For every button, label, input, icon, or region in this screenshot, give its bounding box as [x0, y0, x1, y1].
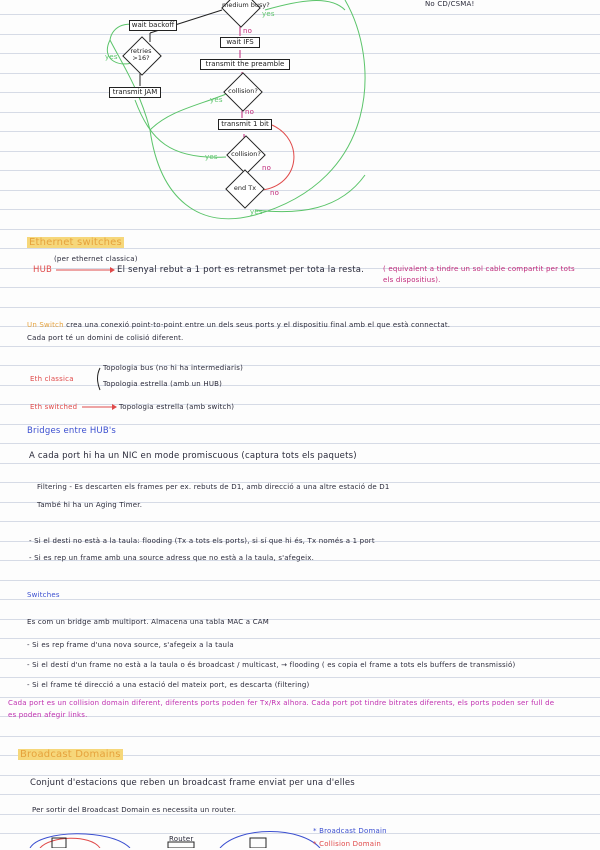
ruled-line — [0, 716, 600, 717]
flowchart-connectors — [0, 0, 600, 230]
ruled-line — [0, 404, 600, 405]
bridges-filtering: Filtering - Es descarten els frames per ex. rebuts de D1, amb direcció a una altre estació de D1 — [37, 483, 390, 491]
switched-label: Eth switched — [30, 403, 78, 411]
end-tx-label: end Tx — [233, 184, 257, 192]
no-label: no — [262, 164, 272, 172]
collision-label-1: collision? — [228, 87, 258, 95]
yes-label: yes — [105, 53, 118, 61]
switches-bullet-3: - Si el frame té direcció a una estació del mateix port, es descarta (filtering) — [27, 681, 310, 689]
hub-label: HUB — [33, 265, 53, 275]
ruled-line — [0, 521, 600, 522]
ruled-line — [0, 736, 600, 737]
yes-label: yes — [205, 153, 218, 161]
hub-side-note: ( equivalent a tindre un sol cable compartit per tots els dispositius). — [383, 265, 575, 284]
switches-bullet-1: - Si es rep frame d'una nova source, s'afegeix a la taula — [27, 641, 234, 649]
yes-label: yes — [262, 10, 275, 18]
ruled-line — [0, 385, 600, 386]
switches-line-1: Es com un bridge amb multiport. Almacena una tabla MAC a CAM — [27, 618, 270, 626]
medium-busy-label: medium busy? — [222, 1, 270, 9]
transmit-1bit-box: transmit 1 bit — [218, 119, 272, 130]
transmit-preamble-box: transmit the preamble — [200, 59, 290, 70]
bridges-bullet-1: - Si el desti no està a la taula: flooding (Tx a tots els ports), si sí que hi és, Tx només a 1 port — [29, 537, 375, 545]
legend-collision-domain: * Collision Domain — [313, 840, 382, 848]
ruled-line — [0, 599, 600, 600]
topology-star-switch: Topologia estrella (amb switch) — [119, 403, 235, 411]
ruled-line — [0, 248, 600, 249]
ruled-line — [0, 307, 600, 308]
legend-broadcast-domain: * Broadcast Domain — [313, 827, 387, 835]
hub-note: (per ethernet classica) — [54, 255, 138, 263]
ruled-line — [0, 346, 600, 347]
no-label: no — [270, 189, 280, 197]
switches-heading: Switches — [27, 591, 60, 599]
ruled-line — [0, 794, 600, 795]
switch-line-2: Cada port té un domini de colisió diferent. — [27, 334, 184, 342]
yes-label: yes — [250, 208, 263, 216]
router-label: Router — [169, 835, 194, 843]
ruled-line — [0, 443, 600, 444]
no-label: no — [245, 108, 255, 116]
switches-note: Cada port es un collision domain diferent, diferents ports poden fer Tx/Rx alhora. Cada port pot tindre bitrates diferents, els ports poden ser full de — [8, 699, 555, 707]
hub-text: El senyal rebut a 1 port es retransmet per tota la resta. — [117, 265, 365, 275]
ruled-line — [0, 287, 600, 288]
retries-label: retries >16? — [130, 47, 152, 62]
switches-bullet-2: - Si el destí d'un frame no està a la taula o és broadcast / multicast, → flooding ( es copia el frame a tots els buffers de transmissió) — [27, 661, 516, 669]
topology-star-hub: Topologia estrella (amb un HUB) — [103, 380, 223, 388]
topology-bus: Topologia bus (no hi ha intermediaris) — [103, 364, 244, 372]
transmit-jam-box: transmit JAM — [109, 87, 161, 98]
ruled-line — [0, 580, 600, 581]
classica-label: Eth classica — [30, 375, 74, 383]
wait-backoff-box: wait backoff — [129, 20, 177, 31]
ruled-line — [0, 463, 600, 464]
ethernet-heading: Ethernet switches — [29, 237, 122, 248]
bridges-heading: Bridges entre HUB's — [27, 426, 117, 436]
bridges-bullet-2: - Si es rep un frame amb una source adress que no està a la taula, s'afegeix. — [29, 554, 315, 562]
ruled-line — [0, 833, 600, 834]
bridges-line-1: A cada port hi ha un NIC en mode promiscuous (captura tots els paquets) — [29, 451, 357, 461]
yes-label: yes — [210, 96, 223, 104]
ruled-line — [0, 677, 600, 678]
broadcast-line-1: Conjunt d'estacions que reben un broadcast frame enviat per una d'elles — [30, 778, 355, 788]
ruled-line — [0, 638, 600, 639]
ruled-line — [0, 775, 600, 776]
ruled-line — [0, 365, 600, 366]
wait-ifs-box: wait IFS — [220, 37, 260, 48]
top-note: No CD/CSMA! — [425, 0, 475, 8]
collision-label-2: collision? — [231, 150, 261, 158]
no-label: no — [243, 27, 253, 35]
ruled-line — [0, 424, 600, 425]
broadcast-line-2: Per sortir del Broadcast Domain es necessita un router. — [32, 806, 237, 814]
switches-note-2: es poden afegir links. — [8, 711, 88, 719]
bridges-aging: També hi ha un Aging Timer. — [37, 501, 143, 509]
ruled-line — [0, 658, 600, 659]
switch-line: Un Switch crea una conexió point-to-point entre un dels seus ports y el dispositiu final amb el que està connectat. — [27, 321, 451, 329]
broadcast-heading: Broadcast Domains — [20, 749, 121, 760]
